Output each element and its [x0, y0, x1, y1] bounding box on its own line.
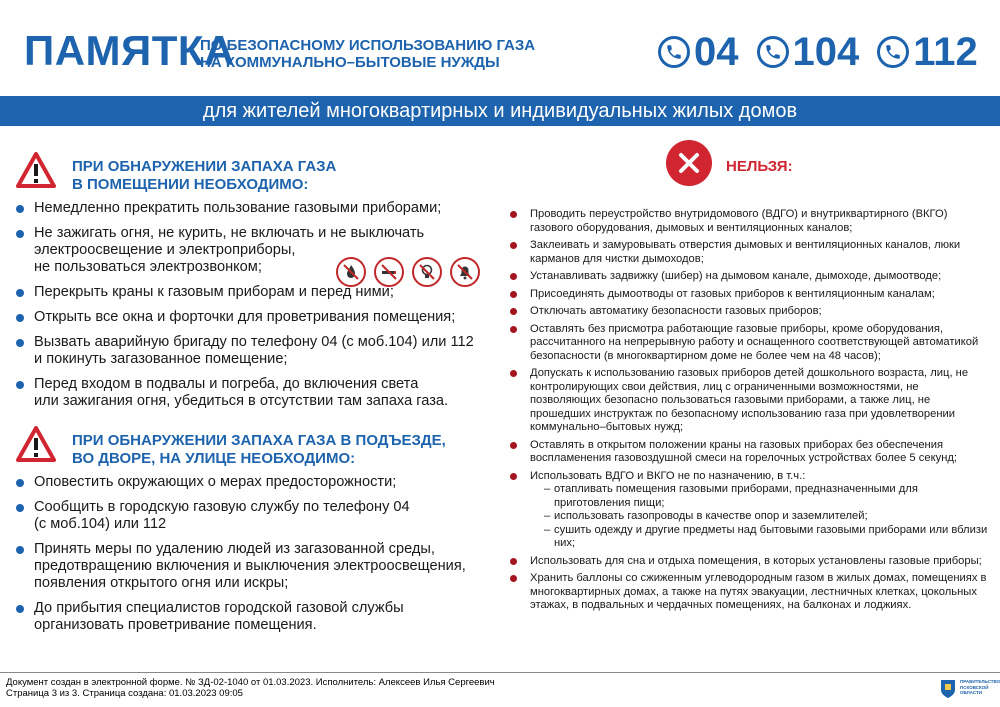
list-item: Открыть все окна и форточки для проветривания помещения;: [16, 309, 500, 326]
list-item: Немедленно прекратить пользование газовыми приборами;: [16, 200, 500, 217]
section-outdoor-header: [16, 424, 500, 474]
list-item: Присоединять дымоотводы от газовых приборов к вентиляционным каналам;: [510, 288, 988, 302]
outdoor-actions-list: [16, 474, 500, 634]
warning-triangle-icon: [16, 426, 56, 462]
sublist-item: – использовать газопроводы в качестве опор и заземлителей;: [544, 510, 988, 524]
section-title-line: ВО ДВОРЕ, НА УЛИЦЕ НЕОБХОДИМО:: [72, 450, 356, 467]
section-indoor-title: [72, 158, 336, 194]
list-item: Использовать для сна и отдыха помещения, в которых установлены газовые приборы;: [510, 555, 988, 569]
phone-112: [877, 32, 978, 72]
footer-line: Страница 3 из 3. Страница создана: 01.03.2023 09:05: [6, 688, 243, 699]
forbidden-list: [510, 208, 988, 617]
list-item: Оставлять в открытом положении краны на газовых приборах без обеспечения воспламенения газовоздушной смеси на горелочных устройствах более 5 секунд;: [510, 439, 988, 466]
no-bell-icon: [450, 257, 480, 287]
list-item: Использовать ВДГО и ВКГО не по назначению, в т.ч.: – отапливать помещения газовыми приборами, предназначенными для приготовления пищи; – использовать газопроводы в качестве опор и заземлителей; – сушить одежду и другие предметы над бытовыми газовыми приборами или вблизи них;: [510, 470, 988, 551]
list-item: Отключать автоматику безопасности газовых приборов;: [510, 305, 988, 319]
subtitle-line-1: ПО БЕЗОПАСНОМУ ИСПОЛЬЗОВАНИЮ ГАЗА: [200, 37, 536, 54]
section-title-line: В ПОМЕЩЕНИИ НЕОБХОДИМО:: [72, 176, 309, 193]
list-item: Проводить переустройство внутридомового (ВДГО) и внутриквартирного (ВКГО) газового оборудования, дымовых и вентиляционных каналов;: [510, 208, 988, 235]
phone-104: [757, 32, 860, 72]
sublist-item: – сушить одежду и другие предметы над бытовыми газовыми приборами или вблизи них;: [544, 524, 988, 551]
no-fire-icon: [336, 257, 366, 287]
phone-04: [658, 32, 739, 72]
sublist-item: – отапливать помещения газовыми приборами, предназначенными для приготовления пищи;: [544, 483, 988, 510]
page-subtitle: [200, 37, 535, 71]
list-item: Допускать к использованию газовых приборов детей дошкольного возраста, лиц, не контролирующих свои действия, лиц с ограниченными возможностями, не позволяющих безопасно пользоваться газовыми приборами, а также лиц, не прошедших инструктаж по безопасному использованию газа при удовлетворении коммунально–бытовых нужд;: [510, 367, 988, 435]
no-smoking-icon: [374, 257, 404, 287]
list-item: Сообщить в городскую газовую службу по телефону 04 (с моб.104) или 112: [16, 499, 500, 533]
forbidden-sublist: [530, 483, 988, 551]
audience-banner: для жителей многоквартирных и индивидуальных жилых домов: [0, 96, 1000, 126]
section-title-line: ПРИ ОБНАРУЖЕНИИ ЗАПАХА ГАЗА: [72, 158, 337, 175]
no-light-icon: [412, 257, 442, 287]
list-item: Не зажигать огня, не курить, не включать и не выключать электроосвещение и электроприборы, не пользоваться электрозвонком;: [16, 225, 500, 276]
emergency-phones: [658, 32, 978, 72]
forbidden-x-icon: [666, 140, 712, 186]
section-indoor-header: [16, 150, 500, 200]
footer-line: Документ создан в электронной форме. № ЗД-02-1040 от 01.03.2023. Исполнитель: Алексеев Илья Сергеевич: [6, 677, 495, 688]
phone-icon: [877, 36, 909, 68]
phone-number: 104: [792, 30, 860, 74]
list-item: Перекрыть краны к газовым приборам и перед ними;: [16, 284, 500, 301]
list-item: Перед входом в подвалы и погреба, до включения света или зажигания огня, убедиться в отсутствии там запаха газа.: [16, 376, 500, 410]
list-item: Устанавливать задвижку (шибер) на дымовом канале, дымоходе, дымоотводе;: [510, 270, 988, 284]
page-header: [0, 0, 1000, 96]
footer-text: [6, 677, 495, 699]
list-item: Оставлять без присмотра работающие газовые приборы, кроме оборудования, рассчитанного на непрерывную работу и оснащенного соответствующей автоматикой безопасности (в многоквартирном доме не более чем на 48 часов);: [510, 323, 988, 364]
indoor-actions-list: [16, 200, 500, 410]
footer-logo-text: ПРАВИТЕЛЬСТВО ПСКОВСКОЙ ОБЛАСТИ: [960, 679, 1000, 695]
section-outdoor-title: [72, 432, 446, 468]
list-item: Заклеивать и замуровывать отверстия дымовых и вентиляционных каналов, люки карманов для чистки дымоходов;: [510, 239, 988, 266]
list-item: Хранить баллоны со сжиженным углеводородным газом в жилых домах, помещениях в многоквартирных домах, а также на путях эвакуации, лестничных клетках, цокольных этажах, в подвальных и чердачных помещениях, на балконах и лоджиях.: [510, 572, 988, 613]
page-title: ПАМЯТКА: [24, 27, 235, 74]
prohibition-icons: [336, 257, 488, 287]
list-item: До прибытия специалистов городской газовой службы организовать проветривание помещения.: [16, 600, 500, 634]
forbidden-title: НЕЛЬЗЯ:: [726, 158, 793, 175]
subtitle-line-2: НА КОММУНАЛЬНО–БЫТОВЫЕ НУЖДЫ: [200, 54, 500, 71]
phone-icon: [757, 36, 789, 68]
list-item: Принять меры по удалению людей из загазованной среды, предотвращению включения и выключения электроосвещения, появления открытого огня или искры;: [16, 541, 500, 592]
list-item: Оповестить окружающих о мерах предосторожности;: [16, 474, 500, 491]
phone-number: 04: [694, 30, 739, 74]
coat-of-arms-icon: [940, 679, 956, 699]
left-column: [16, 150, 500, 642]
warning-triangle-icon: [16, 152, 56, 188]
document-footer: [0, 672, 1000, 707]
phone-number: 112: [913, 30, 978, 74]
list-item: Вызвать аварийную бригаду по телефону 04 (с моб.104) или 112 и покинуть загазованное помещение;: [16, 334, 500, 368]
phone-icon: [658, 36, 690, 68]
section-title-line: ПРИ ОБНАРУЖЕНИИ ЗАПАХА ГАЗА В ПОДЪЕЗДЕ,: [72, 432, 446, 449]
